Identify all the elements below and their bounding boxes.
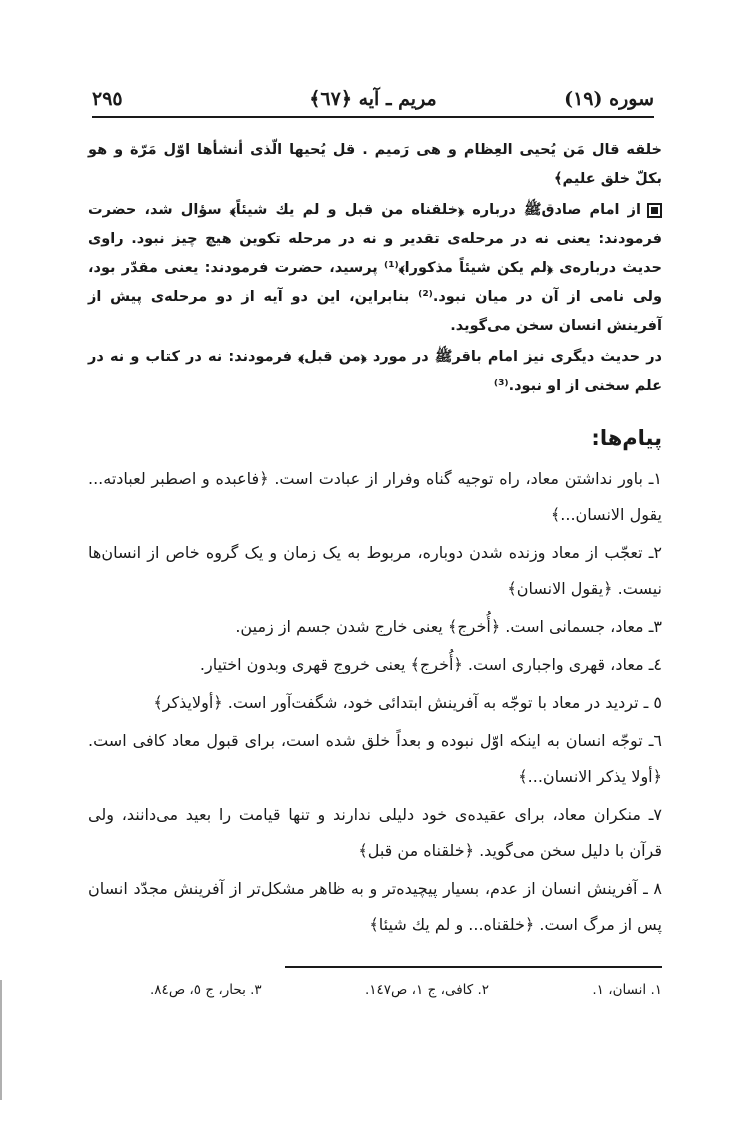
page-edge-shadow [0,980,2,1100]
footnotes [150,982,662,998]
footnote-3: ٣. بحار، ج ٥، ص٨٤. [150,982,262,998]
footnote-divider [285,966,662,968]
page-header [92,86,654,118]
message-item: ٣ـ معاد، جسمانی است. ﴿أُخرج﴾ یعنی خارج شدن جسم از زمین. [235,617,662,636]
ayah-label: مریم ـ آیه ﴿٦٧﴾ [309,88,437,110]
message-item: ٧ـ منکران معاد، برای عقیده‌ی خود دلیلی ندارند و تنها قیامت را بعید می‌دانند، ولی قرآن با دلیل سخن می‌گوید. ﴿خلقناه من قبل﴾ [88,805,662,860]
square-bullet-icon [647,203,662,218]
footnote-2: ٢. کافی، ج ١، ص١٤٧. [364,982,490,998]
intro-paragraph-2-text: از امام صادقﷺ درباره ﴿خلقناه من قبل و لم يك شيئاً﴾ سؤال شد، حضرت فرمودند: یعنی نه در مرحله‌ی تقدیر و نه در مرحله تکوین هیچ چیز نبود. راوی حدیث درباره‌ی ﴿لم يكن شيئاً مذكورا﴾⁽¹⁾ پرسید، حضرت فرمودند: یعنی مقدّر بود، ولی نامی از آن در میان نبود.⁽²⁾ بنابراین، این دو آیه از دو مرحله‌ی پیش از آفرینش انسان سخن می‌گوید. [88,202,663,334]
message-item: ٥ ـ تردید در معاد با توجّه به آفرینش ابتدائی خود، شگفت‌آور است. ﴿أولايذكر﴾ [153,693,662,712]
surah-label: سوره (١٩) [564,88,654,110]
page-number: ٢٩٥ [92,88,123,110]
message-item: ٦ـ توجّه انسان به اینکه اوّل نبوده و بعداً خلق شده است، برای قبول معاد کافی است. ﴿أولا يذكر الانسان...﴾ [88,731,662,786]
message-item: ٢ـ تعجّب از معاد وزنده شدن دوباره، مربوط به یک زمان و یک گروه خاص از انسان‌ها نیست. ﴿يقول الانسان﴾ [88,543,662,598]
message-item: ١ـ باور نداشتن معاد، راه توجیه گناه وفرار از عبادت است. ﴿فاعبده و اصطبر لعبادته... يقول الانسان...﴾ [88,469,662,524]
intro-paragraph-1: خلقه قال مَن يُحيى العِظام و هى رَميم . قل يُحيها الّذى أنشأها اوّل مَرّة و هو بكلّ خلق عليم﴾ [88,142,662,187]
messages-title: پیام‌ها: [591,426,662,450]
intro-paragraph-3: در حدیث دیگری نیز امام باقرﷺ در مورد ﴿من قبل﴾ فرمودند: نه در کتاب و نه در علم سخنی از او نبود.⁽³⁾ [88,349,662,394]
message-item: ٤ـ معاد، قهری واجباری است. ﴿أُخرج﴾ یعنی خروج قهری وبدون اختیار. [199,655,662,674]
footnote-1: ١. انسان، ١. [592,982,662,998]
page-body [88,136,662,945]
message-item: ٨ ـ آفرینش انسان از عدم، بسیار پیچیده‌تر و به ظاهر مشکل‌تر از آفرینش مجدّد انسان پس از مرگ است. ﴿خلقناه... و لم يك شيئا﴾ [88,879,662,934]
intro-paragraph-2 [88,196,662,341]
